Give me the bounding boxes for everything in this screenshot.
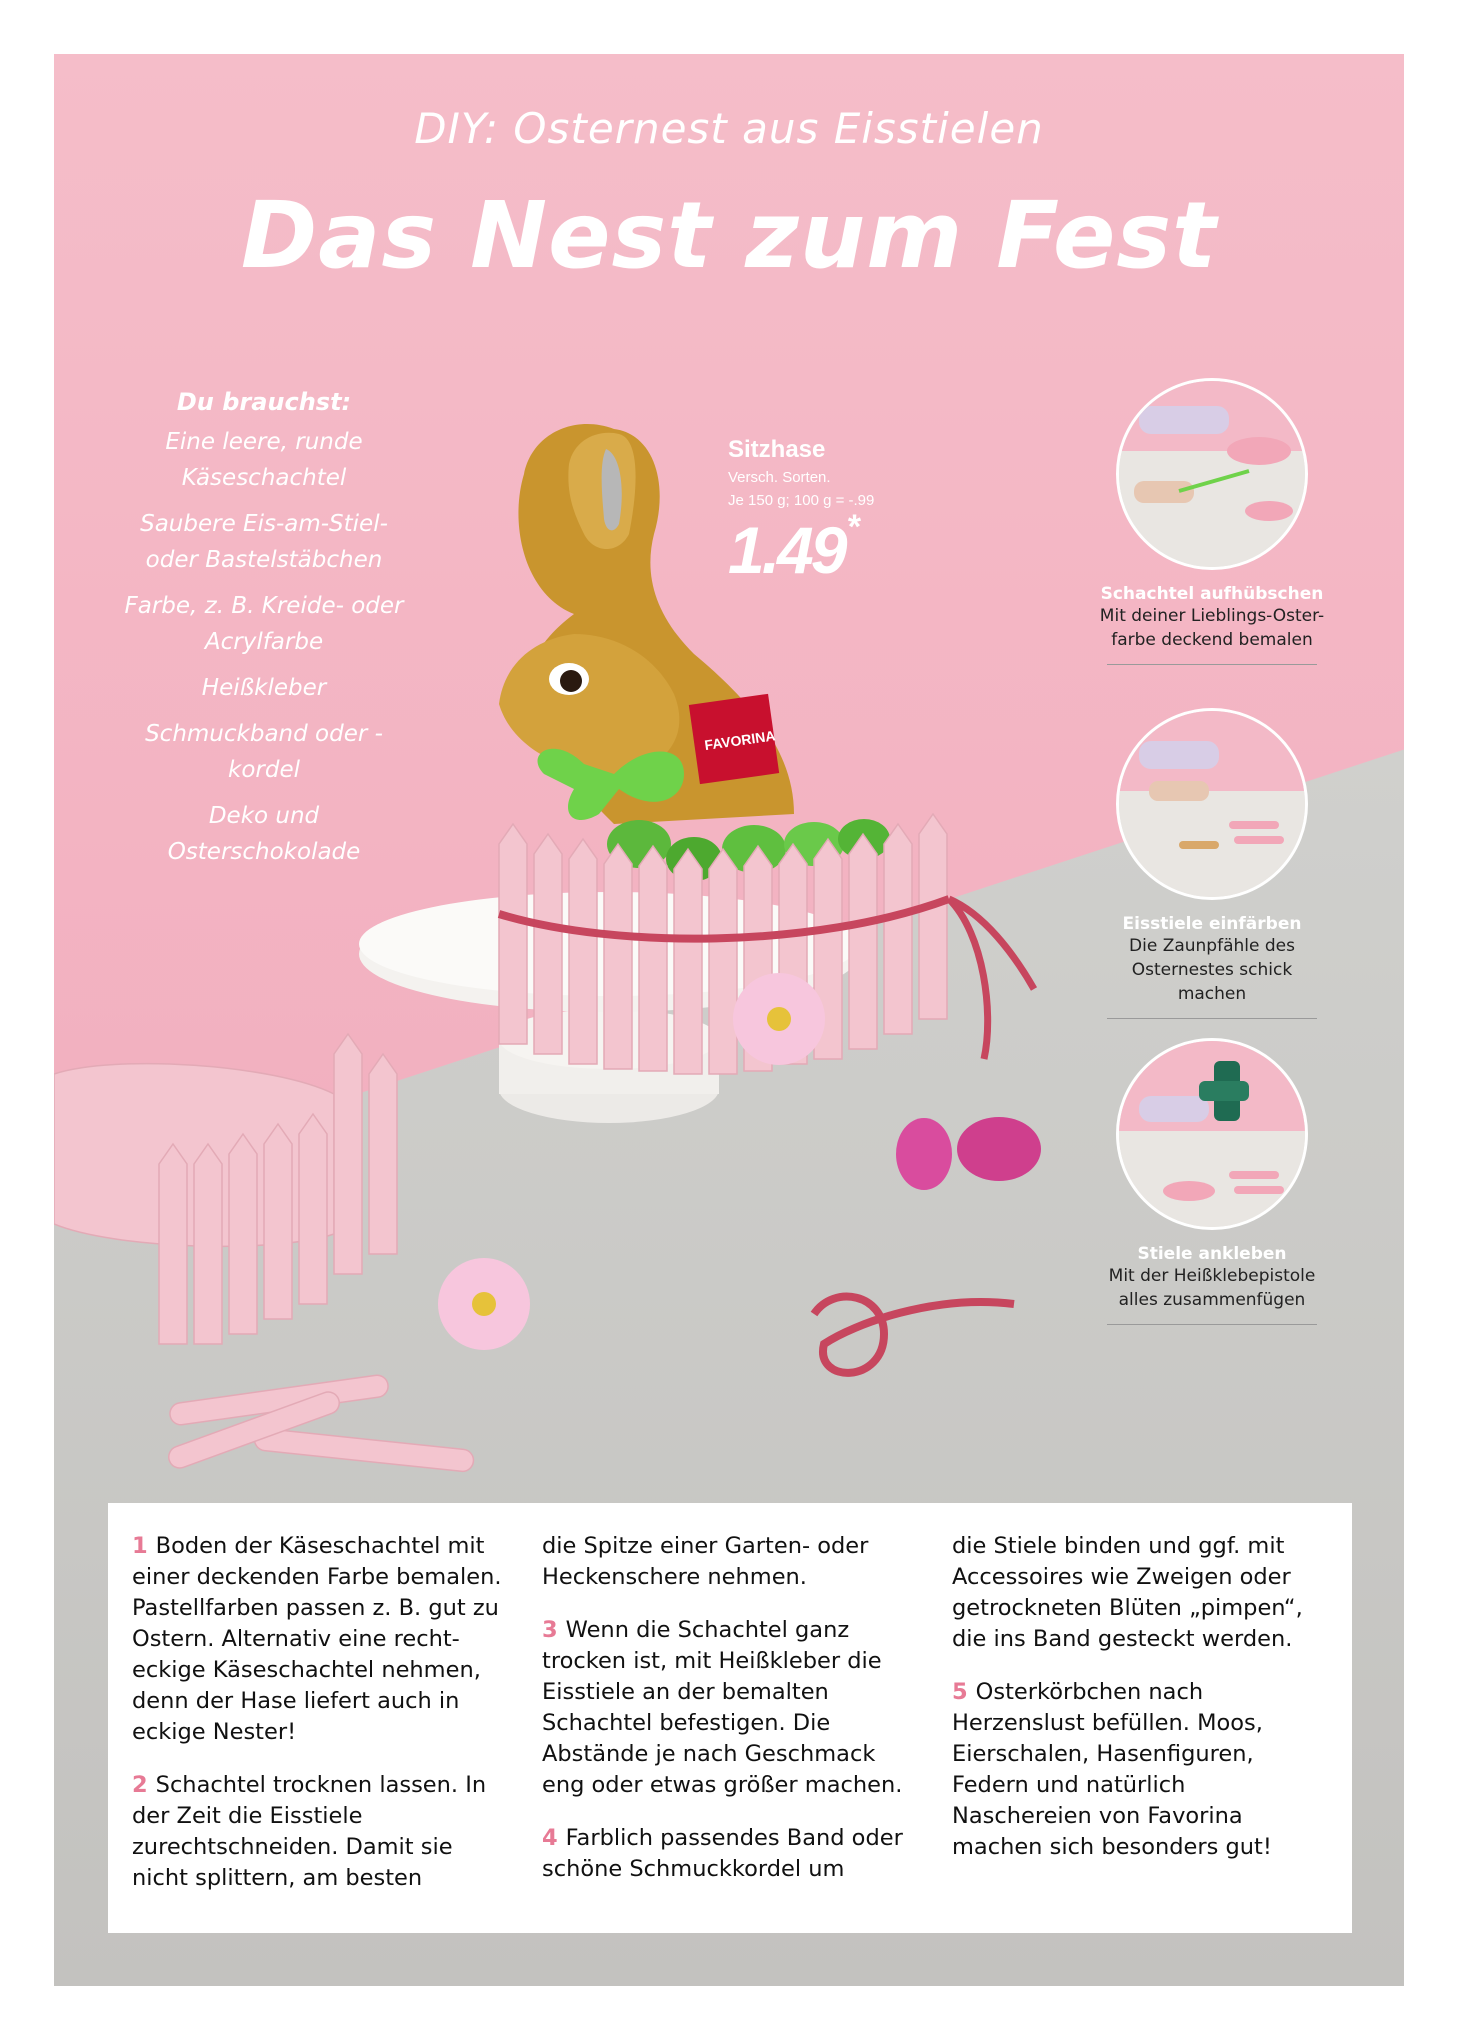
- step-card: [1097, 378, 1327, 665]
- price-tag: [728, 436, 874, 588]
- divider: [1107, 1018, 1317, 1019]
- instruction-paragraph: die Spitze einer Garten- oder Heckenschere nehmen.: [542, 1533, 869, 1590]
- step-card: [1097, 708, 1327, 1019]
- step-title: Eisstiele einfärben: [1122, 914, 1302, 934]
- page: [54, 54, 1404, 1986]
- step-description: Die Zaunpfähle des Osternestes schick machen: [1129, 936, 1295, 1004]
- loose-sticks: [166, 1374, 475, 1473]
- instructions-box: [108, 1503, 1352, 1933]
- material-item: Eine leere, runde Käseschachtel: [165, 429, 363, 491]
- step-photo-paint-box: [1116, 378, 1308, 570]
- kicker-headline: DIY: Osternest aus Eisstielen: [414, 104, 1044, 153]
- material-item: Saubere Eis-am-Stiel-oder Bastelstäbchen: [140, 511, 388, 573]
- material-item: Farbe, z. B. Kreide- oder Acrylfarbe: [124, 593, 404, 655]
- step-photo-glue-gun: [1116, 1038, 1308, 1230]
- product-name: Sitzhase: [728, 436, 826, 463]
- instruction-paragraph: 4 Farblich passendes Band oder schöne Schmuckkordel um: [542, 1825, 903, 1882]
- material-item: Schmuckband oder -kordel: [145, 721, 383, 783]
- step-number: 3: [542, 1617, 558, 1643]
- step-description: Mit deiner Lieblings-Oster-farbe deckend bemalen: [1099, 606, 1325, 650]
- price-asterisk: *: [846, 508, 857, 546]
- main-title: Das Nest zum Fest: [240, 182, 1218, 289]
- instructions-column-2: [542, 1531, 917, 1907]
- product-unit-price: Je 150 g; 100 g = -.99: [728, 492, 875, 509]
- instructions-column-1: [132, 1531, 507, 1916]
- instruction-paragraph: 5 Osterkörbchen nach Herzenslust befüllen. Moos, Eierschalen, Hasenfiguren, Federn und natürlich Naschereien von Favorina machen sich besonders gut!: [952, 1679, 1272, 1860]
- favorina-label: FAVORINA: [703, 727, 777, 754]
- product-price: 1.49*: [728, 508, 857, 587]
- step-number: 2: [132, 1772, 148, 1798]
- step-photo-cut-sticks: [1116, 708, 1308, 900]
- instruction-paragraph: die Stiele binden und ggf. mit Accessoires wie Zweigen oder getrockneten Blüten „pimpen“, die ins Band gesteckt werden.: [952, 1533, 1303, 1652]
- step-number: 4: [542, 1825, 558, 1851]
- step-description: Mit der Heißklebepistole alles zusammenfügen: [1108, 1266, 1316, 1310]
- material-item: Heißkleber: [201, 675, 327, 701]
- instruction-paragraph: 3 Wenn die Schachtel ganz trocken ist, mit Heißkleber die Eisstiele an der bemalten Schachtel befestigen. Die Abstände je nach Geschmack eng oder etwas größer machen.: [542, 1617, 903, 1798]
- step-number: 5: [952, 1679, 968, 1705]
- step-title: Schachtel aufhübschen: [1100, 584, 1324, 604]
- materials-heading: Du brauchst:: [176, 388, 352, 416]
- unfinished-box: [54, 1034, 397, 1344]
- step-title: Stiele ankleben: [1137, 1244, 1287, 1264]
- divider: [1107, 1324, 1317, 1325]
- divider: [1107, 664, 1317, 665]
- instruction-paragraph: 1 Boden der Käseschachtel mit einer deckenden Farbe bemalen. Pastellfarben passen z. B. gut zu Ostern. Alternativ eine recht-eckige Käseschachtel nehmen, denn der Hase liefert auch in eckige Nester!: [132, 1533, 502, 1745]
- step-number: 1: [132, 1533, 148, 1559]
- material-item: Deko und Osterschokolade: [167, 803, 361, 865]
- pink-foil-eggs: [896, 1117, 1041, 1190]
- instructions-column-3: [952, 1531, 1327, 1885]
- product-variants: Versch. Sorten.: [728, 469, 831, 486]
- step-card: [1097, 1038, 1327, 1325]
- instruction-paragraph: 2 Schachtel trocknen lassen. In der Zeit die Eisstiele zurechtschneiden. Damit sie nicht splittern, am besten: [132, 1772, 487, 1891]
